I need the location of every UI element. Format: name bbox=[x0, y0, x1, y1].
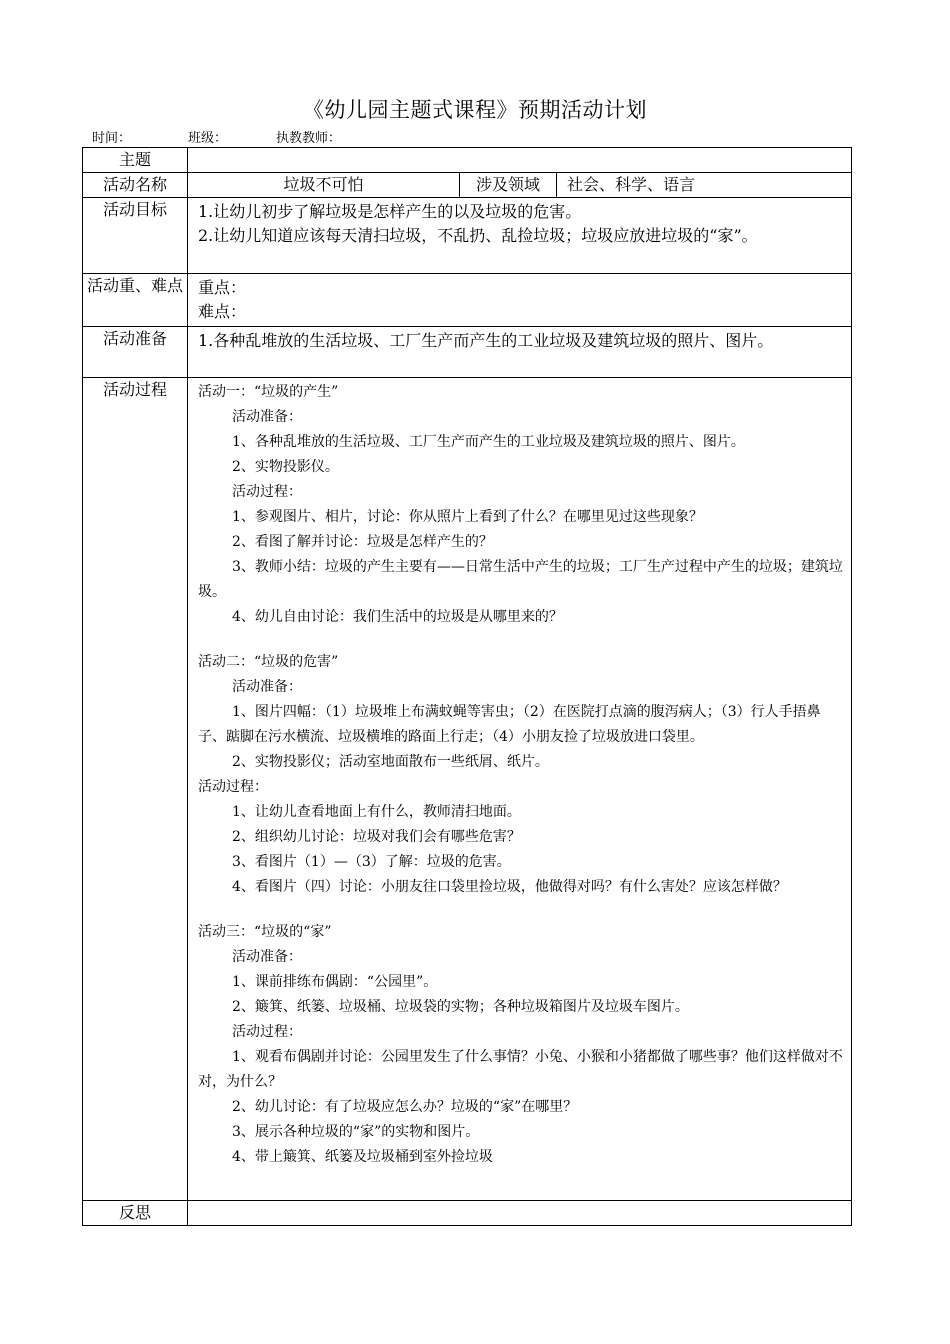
difficult-point: 难点： bbox=[198, 302, 247, 321]
activity-name-label: 活动名称 bbox=[83, 173, 188, 198]
activity-1-prep-item: 2、实物投影仪。 bbox=[232, 459, 339, 475]
activity-2-proc-item: 4、看图片（四）讨论：小朋友往口袋里捡垃圾，他做得对吗？有什么害处？应该怎样做？ bbox=[232, 879, 787, 895]
activity-1-proc-item: 1、参观图片、相片，讨论：你从照片上看到了什么？在哪里见过这些现象？ bbox=[232, 509, 703, 525]
row-process bbox=[83, 378, 852, 1201]
preparation-value: 1.各种乱堆放的生活垃圾、工厂生产而产生的工业垃圾及建筑垃圾的照片、图片。 bbox=[188, 327, 852, 378]
activity-3-prep-item: 1、课前排练布偶剧：“公园里”。 bbox=[232, 974, 438, 990]
meta-line bbox=[92, 127, 341, 146]
activity-2-proc-item: 2、组织幼儿讨论：垃圾对我们会有哪些危害？ bbox=[232, 829, 521, 845]
activity-1-prep-item: 1、各种乱堆放的生活垃圾、工厂生产而产生的工业垃圾及建筑垃圾的照片、图片。 bbox=[232, 434, 745, 450]
document-title: 《幼儿园主题式课程》预期活动计划 bbox=[303, 98, 647, 122]
teacher-field: 执教教师： bbox=[276, 131, 342, 146]
activity-3-proc-item: 4、带上簸箕、纸篓及垃圾桶到室外捡垃圾 bbox=[232, 1149, 493, 1165]
activity-2-title: 活动二：“垃圾的危害” bbox=[198, 654, 339, 670]
domain-label: 涉及领域 bbox=[460, 173, 557, 198]
process-label: 活动过程 bbox=[83, 378, 188, 1201]
activity-1-prep-title: 活动准备： bbox=[232, 409, 302, 425]
activity-2-prep-title: 活动准备： bbox=[232, 679, 302, 695]
reflection-label: 反思 bbox=[83, 1201, 188, 1226]
activity-2-proc-title: 活动过程： bbox=[198, 779, 268, 795]
goals-label: 活动目标 bbox=[83, 198, 188, 274]
process-cell bbox=[188, 378, 852, 1201]
goal-item: 1.让幼儿初步了解垃圾是怎样产生的以及垃圾的危害。 bbox=[198, 202, 582, 221]
domain-value: 社会、科学、语言 bbox=[557, 173, 852, 198]
activity-2-prep-item: 1、图片四幅：（1）垃圾堆上布满蚊蝇等害虫；（2）在医院打点滴的腹泻病人；（3）行人手捂鼻子、踮脚在污水横流、垃圾横堆的路面上行走；（4）小朋友捡了垃圾放进口袋里。 bbox=[198, 704, 821, 745]
goal-item: 2.让幼儿知道应该每天清扫垃圾，不乱扔、乱捡垃圾；垃圾应放进垃圾的“家”。 bbox=[198, 226, 758, 245]
goals-cell bbox=[188, 198, 852, 274]
focus-cell bbox=[188, 274, 852, 327]
activity-2-proc-item: 3、看图片（1）—（3）了解：垃圾的危害。 bbox=[232, 854, 511, 870]
activity-3-proc-title: 活动过程： bbox=[232, 1024, 302, 1040]
row-theme bbox=[83, 148, 852, 173]
activity-3-title: 活动三：“垃圾的“家” bbox=[198, 924, 332, 940]
row-reflection bbox=[83, 1201, 852, 1226]
time-field: 时间： bbox=[92, 131, 132, 146]
theme-value bbox=[188, 148, 852, 173]
reflection-value bbox=[188, 1201, 852, 1226]
activity-2-proc-item: 1、让幼儿查看地面上有什么，教师清扫地面。 bbox=[232, 804, 521, 820]
row-activity-name bbox=[83, 173, 852, 198]
class-field: 班级： bbox=[188, 131, 228, 146]
activity-1-proc-item: 2、看图了解并讨论：垃圾是怎样产生的？ bbox=[232, 534, 493, 550]
activity-3-proc-item: 1、观看布偶剧并讨论：公园里发生了什么事情？小兔、小猴和小猪都做了哪些事？他们这样做对不对，为什么？ bbox=[198, 1049, 843, 1090]
activity-3-proc-item: 3、展示各种垃圾的“家”的实物和图片。 bbox=[232, 1124, 480, 1140]
preparation-label: 活动准备 bbox=[83, 327, 188, 378]
activity-3-prep-title: 活动准备： bbox=[232, 949, 302, 965]
activity-2-prep-item: 2、实物投影仪；活动室地面散布一些纸屑、纸片。 bbox=[232, 754, 549, 770]
activity-1-title: 活动一：“垃圾的产生” bbox=[198, 384, 339, 400]
activity-name-value: 垃圾不可怕 bbox=[188, 173, 460, 198]
activity-3-proc-item: 2、幼儿讨论：有了垃圾应怎么办？垃圾的“家”在哪里？ bbox=[232, 1099, 578, 1115]
activity-3-prep-item: 2、簸箕、纸篓、垃圾桶、垃圾袋的实物；各种垃圾箱图片及垃圾车图片。 bbox=[232, 999, 689, 1015]
row-goals bbox=[83, 198, 852, 274]
row-preparation bbox=[83, 327, 852, 378]
plan-table bbox=[82, 147, 852, 1226]
row-focus bbox=[83, 274, 852, 327]
key-point: 重点： bbox=[198, 278, 247, 297]
focus-label: 活动重、难点 bbox=[83, 274, 188, 327]
theme-label: 主题 bbox=[83, 148, 188, 173]
activity-1-proc-item: 3、教师小结：垃圾的产生主要有——日常生活中产生的垃圾；工厂生产过程中产生的垃圾；建筑垃圾。 bbox=[198, 559, 843, 600]
activity-1-proc-item: 4、幼儿自由讨论：我们生活中的垃圾是从哪里来的？ bbox=[232, 609, 563, 625]
activity-1-proc-title: 活动过程： bbox=[232, 484, 302, 500]
